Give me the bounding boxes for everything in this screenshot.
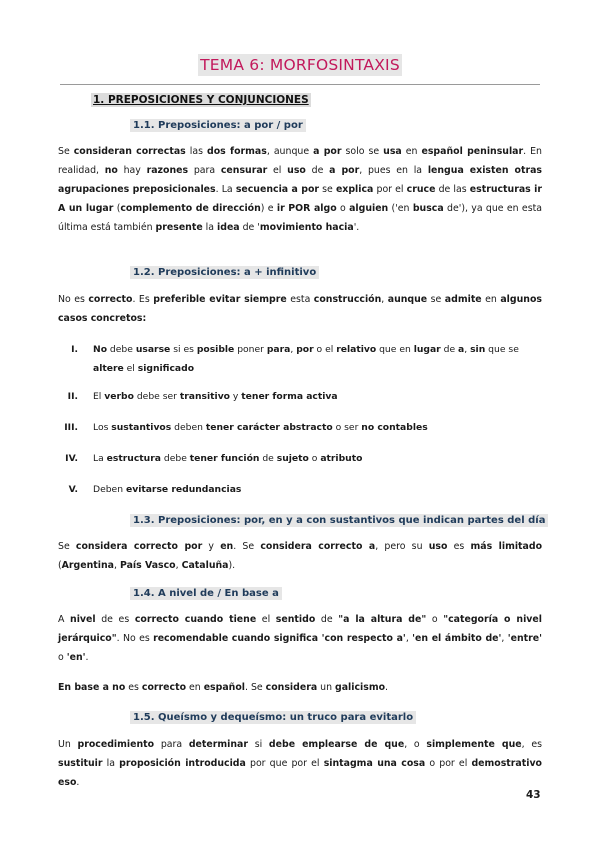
subsection-heading-1-1: 1.1. Preposiciones: a por / por <box>130 119 306 132</box>
subsection-heading-1-2: 1.2. Preposiciones: a + infinitivo <box>130 266 319 279</box>
paragraph-1-5: Un procedimiento para determinar si debe emplearse de que, o simplemente que, es sustituir la proposición introducida por que por el sintagma una cosa o por el demostrativo eso. <box>58 739 542 788</box>
list-item-number: IV. <box>65 453 78 464</box>
list-item-number: III. <box>64 422 78 433</box>
page-number: 43 <box>526 789 541 801</box>
paragraph-1-3: Se considera correcto por y en. Se considera correcto a, pero su uso es más limitado (Argentina, País Vasco, Cataluña). <box>58 541 543 571</box>
list-item-number: I. <box>71 344 78 355</box>
page-title <box>0 54 600 76</box>
paragraph-1-1: Se consideran correctas las dos formas, aunque a por solo se usa en español peninsular. En realidad, no hay razones para censurar el uso de a por, pues en la lengua existen otras agrupaciones preposicionales. La secuencia a por se explica por el cruce de las estructuras ir A un lugar (complemento de dirección) e ir POR algo o alguien ('en busca de'), ya que en esta última está también presente la idea de 'movimiento hacia'. <box>58 146 543 233</box>
title-divider <box>60 84 540 85</box>
section-heading: 1. PREPOSICIONES Y CONJUNCIONES <box>93 94 309 106</box>
list-item-number: II. <box>67 391 78 402</box>
list-item-number: V. <box>68 484 78 495</box>
list-item-text: Los sustantivos deben tener carácter abstracto o ser no contables <box>93 422 428 433</box>
paragraph-1-4b: En base a no es correcto en español. Se considera un galicismo. <box>58 682 389 693</box>
list-item-text: El verbo debe ser transitivo y tener forma activa <box>93 391 338 402</box>
subsection-heading-1-5: 1.5. Queísmo y dequeísmo: un truco para evitarlo <box>130 711 416 724</box>
subsection-heading-1-3: 1.3. Preposiciones: por, en y a con sustantivos que indican partes del día <box>130 514 548 527</box>
page-title-text: TEMA 6: MORFOSINTAXIS <box>200 56 400 74</box>
list-item-text: La estructura debe tener función de sujeto o atributo <box>93 453 363 464</box>
paragraph-1-2: No es correcto. Es preferible evitar siempre esta construcción, aunque se admite en algunos casos concretos: <box>58 294 542 324</box>
paragraph-1-4: A nivel de es correcto cuando tiene el sentido de "a la altura de" o "categoría o nivel jerárquico". No es recomendable cuando significa 'con respecto a', 'en el ámbito de', 'entre' o 'en'. <box>58 614 543 663</box>
list-item-text: No debe usarse si es posible poner para, por o el relativo que en lugar de a, sin que se altere el significado <box>93 344 519 374</box>
list-item-text: Deben evitarse redundancias <box>93 484 242 495</box>
subsection-heading-1-4: 1.4. A nivel de / En base a <box>130 587 282 600</box>
